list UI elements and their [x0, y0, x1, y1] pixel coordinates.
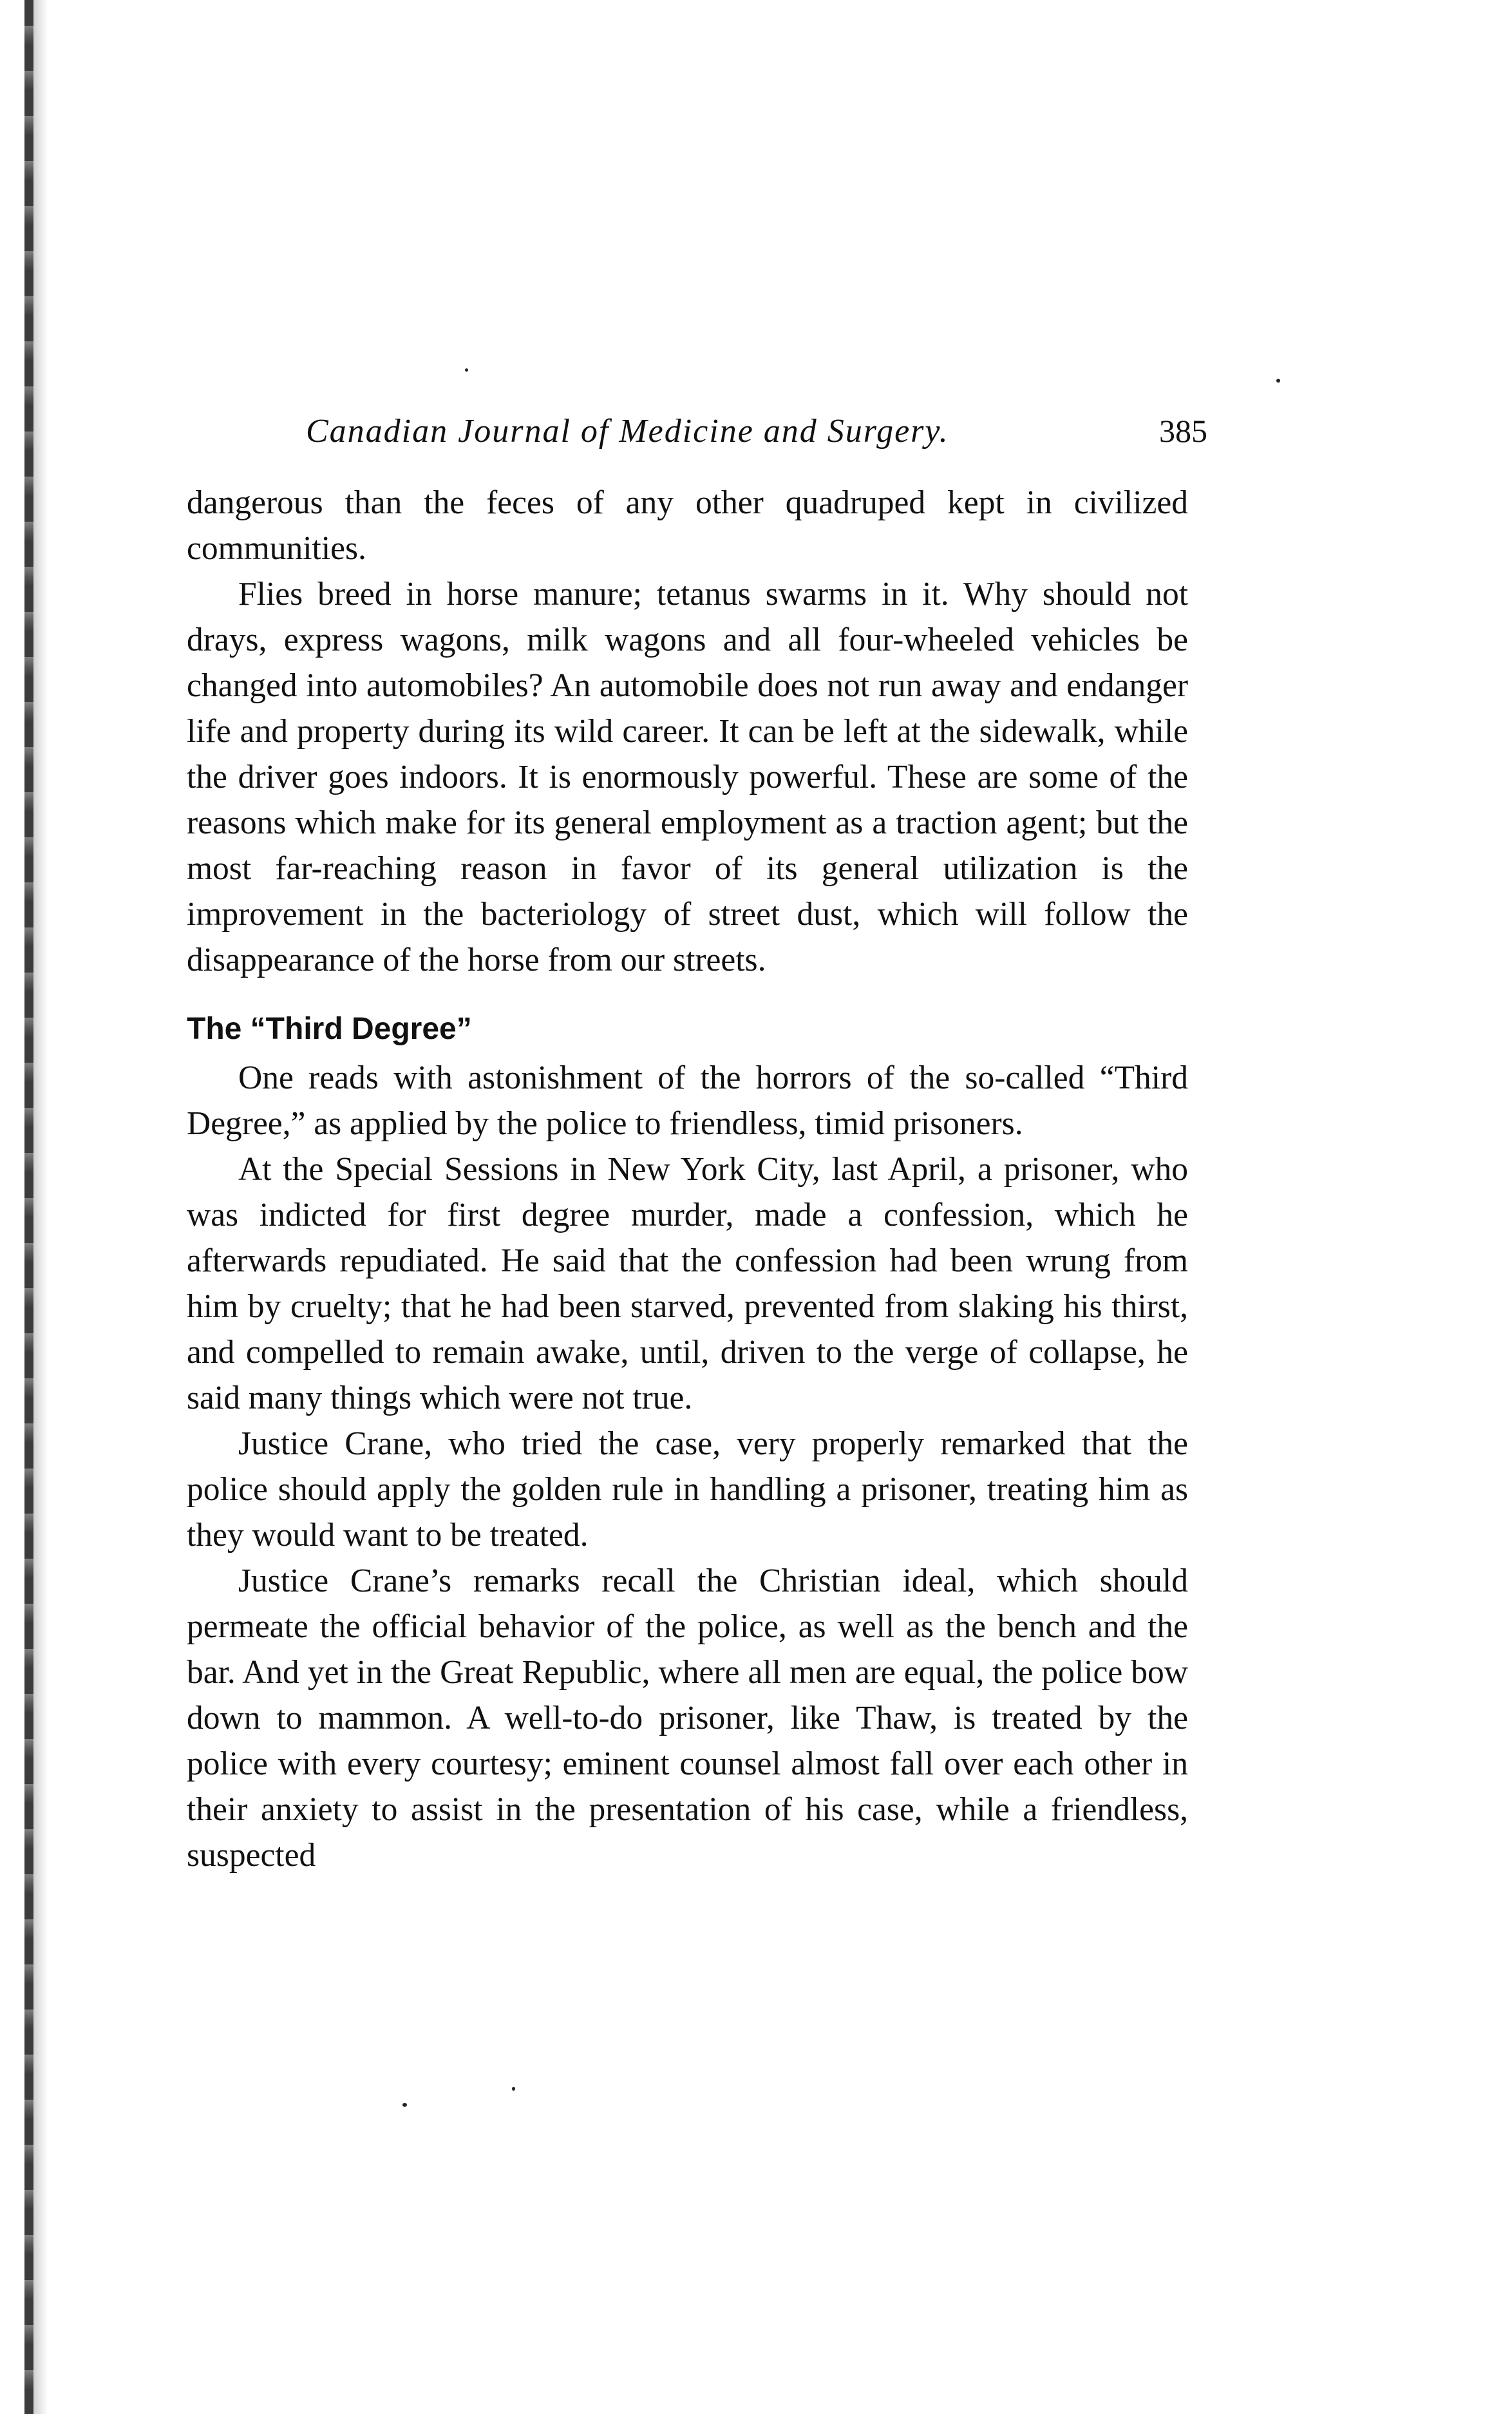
paragraph: Flies breed in horse manure; tetanus swarms in it. Why should not drays, express wagons, milk wagons and all four-wheeled vehicles be changed into automobiles? An automobile does not run away and endanger life and property during its wild career. It can be left at the sidewalk, while the driver goes indoors. It is enormously powerful. These are some of the reasons which make for its general employment as a traction agent; but the most far-reaching reason in favor of its general utilization is the improvement in the bacteriology of street dust, which will follow the disappearance of the horse from our streets.: [187, 576, 1188, 978]
scan-speck: [512, 2087, 515, 2091]
scan-speck: [465, 368, 468, 372]
page-header: [306, 412, 1207, 464]
paragraph: One reads with astonishment of the horrors of the so-called “Third Degree,” as applied by the police to friendless, timid prisoners.: [187, 1060, 1188, 1142]
article-body: [187, 480, 1188, 1878]
scan-binding-edge: [24, 0, 33, 2414]
scan-speck: [402, 2103, 407, 2107]
section-heading: The “Third Degree”: [187, 1012, 472, 1046]
page-number: 385: [1159, 413, 1207, 449]
paragraph: Justice Crane’s remarks recall the Christian ideal, which should permeate the official behavior of the police, as well as the bench and the bar. And yet in the Great Republic, where all men are equal, the police bow down to mammon. A well-to-do prisoner, like Thaw, is treated by the police with every courtesy; eminent counsel almost fall over each other in their anxiety to assist in the presentation of his case, while a friendless, suspected: [187, 1563, 1188, 1874]
paragraph: Justice Crane, who tried the case, very properly remarked that the police should apply the golden rule in handling a prisoner, treating him as they would want to be treated.: [187, 1425, 1188, 1554]
paragraph: At the Special Sessions in New York City, last April, a prisoner, who was indicted for first degree murder, made a confession, which he afterwards repudiated. He said that the confession had been wrung from him by cruelty; that he had been starved, prevented from slaking his thirst, and compelled to remain awake, until, driven to the verge of collapse, he said many things which were not true.: [187, 1151, 1188, 1416]
running-title: Canadian Journal of Medicine and Surgery.: [306, 413, 949, 450]
scan-binding-shadow: [33, 0, 48, 2414]
paragraph: dangerous than the feces of any other quadruped kept in civilized communities.: [187, 484, 1188, 567]
scan-speck: [1276, 379, 1280, 383]
